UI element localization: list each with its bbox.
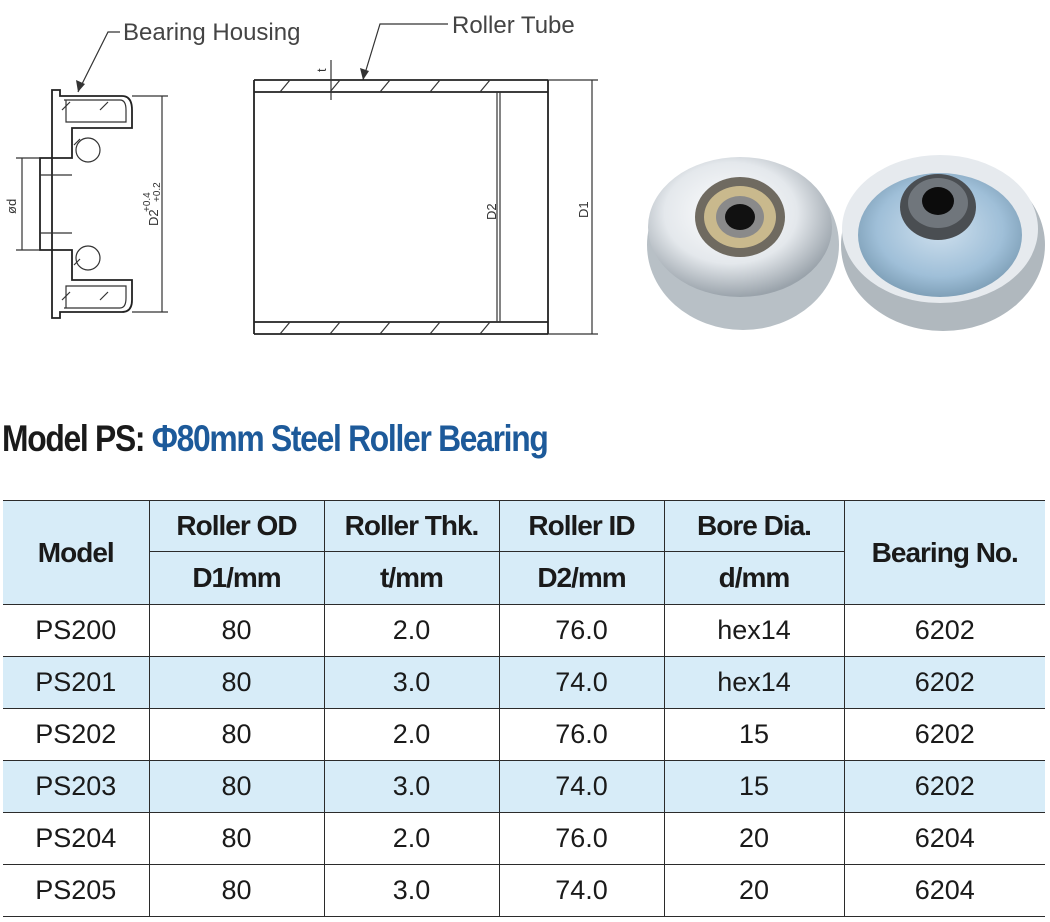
- roller-tube-label: Roller Tube: [452, 12, 575, 39]
- table-row: [3, 865, 1045, 917]
- cell-bore: hex14: [664, 657, 844, 709]
- cell-id: 76.0: [499, 709, 664, 761]
- cell-model: PS200: [3, 605, 149, 657]
- cell-thk: 3.0: [324, 761, 499, 813]
- cell-id: 74.0: [499, 761, 664, 813]
- header-bore-dia-unit: d/mm: [664, 552, 844, 605]
- cell-od: 80: [149, 813, 324, 865]
- cell-od: 80: [149, 865, 324, 917]
- bearing-housing-section: [40, 90, 132, 318]
- cell-thk: 3.0: [324, 657, 499, 709]
- outer-diameter-label: D1: [576, 201, 591, 218]
- cell-bearing: 6204: [844, 865, 1045, 917]
- cell-thk: 3.0: [324, 865, 499, 917]
- cell-thk: 2.0: [324, 605, 499, 657]
- cell-od: 80: [149, 761, 324, 813]
- housing-d2-label: D2: [146, 209, 161, 226]
- header-model: Model: [3, 501, 149, 605]
- cell-bearing: 6204: [844, 813, 1045, 865]
- header-roller-od-unit: D1/mm: [149, 552, 324, 605]
- header-roller-thk-unit: t/mm: [324, 552, 499, 605]
- bearing-front-view: [647, 157, 839, 330]
- tolerance-lower: +0.2: [152, 182, 163, 202]
- table-row: [3, 813, 1045, 865]
- table-row: [3, 657, 1045, 709]
- cell-id: 74.0: [499, 865, 664, 917]
- cell-bearing: 6202: [844, 761, 1045, 813]
- header-roller-id-unit: D2/mm: [499, 552, 664, 605]
- product-photo: [640, 145, 1050, 335]
- header-roller-id: Roller ID: [499, 501, 664, 552]
- cell-od: 80: [149, 657, 324, 709]
- roller-tube-arrow: [360, 68, 369, 80]
- cell-model: PS205: [3, 865, 149, 917]
- header-bearing-no: Bearing No.: [844, 501, 1045, 605]
- header-bore-dia: Bore Dia.: [664, 501, 844, 552]
- roller-tube-leader: [363, 24, 448, 80]
- inner-diameter-label: D2: [484, 203, 499, 220]
- roller-tube-section: [254, 80, 548, 334]
- cross-section-drawing: [0, 0, 640, 400]
- cell-bore: hex14: [664, 605, 844, 657]
- table-row: [3, 761, 1045, 813]
- title-prefix: Model PS:: [2, 418, 145, 459]
- thickness-label: t: [314, 68, 329, 72]
- bearing-housing-label: Bearing Housing: [123, 19, 301, 46]
- cell-thk: 2.0: [324, 813, 499, 865]
- cell-bore: 20: [664, 865, 844, 917]
- cell-bore: 15: [664, 761, 844, 813]
- tolerance-upper: +0.4: [142, 192, 153, 212]
- cell-model: PS202: [3, 709, 149, 761]
- cell-id: 76.0: [499, 813, 664, 865]
- bore-dimension-label: ød: [4, 198, 19, 214]
- table-row: [3, 605, 1045, 657]
- cell-model: PS203: [3, 761, 149, 813]
- table-row: [3, 709, 1045, 761]
- cell-model: PS204: [3, 813, 149, 865]
- page-title: [2, 418, 548, 460]
- spec-table: [3, 500, 1045, 917]
- cell-id: 74.0: [499, 657, 664, 709]
- cell-bearing: 6202: [844, 657, 1045, 709]
- title-text: Φ80mm Steel Roller Bearing: [151, 418, 548, 459]
- cell-bearing: 6202: [844, 709, 1045, 761]
- bearing-housing-leader: [78, 32, 120, 92]
- cell-od: 80: [149, 605, 324, 657]
- cell-id: 76.0: [499, 605, 664, 657]
- header-roller-thk: Roller Thk.: [324, 501, 499, 552]
- bearing-back-view: [841, 155, 1045, 331]
- cell-bore: 15: [664, 709, 844, 761]
- cell-model: PS201: [3, 657, 149, 709]
- cell-bore: 20: [664, 813, 844, 865]
- cell-thk: 2.0: [324, 709, 499, 761]
- header-roller-od: Roller OD: [149, 501, 324, 552]
- cell-od: 80: [149, 709, 324, 761]
- cell-bearing: 6202: [844, 605, 1045, 657]
